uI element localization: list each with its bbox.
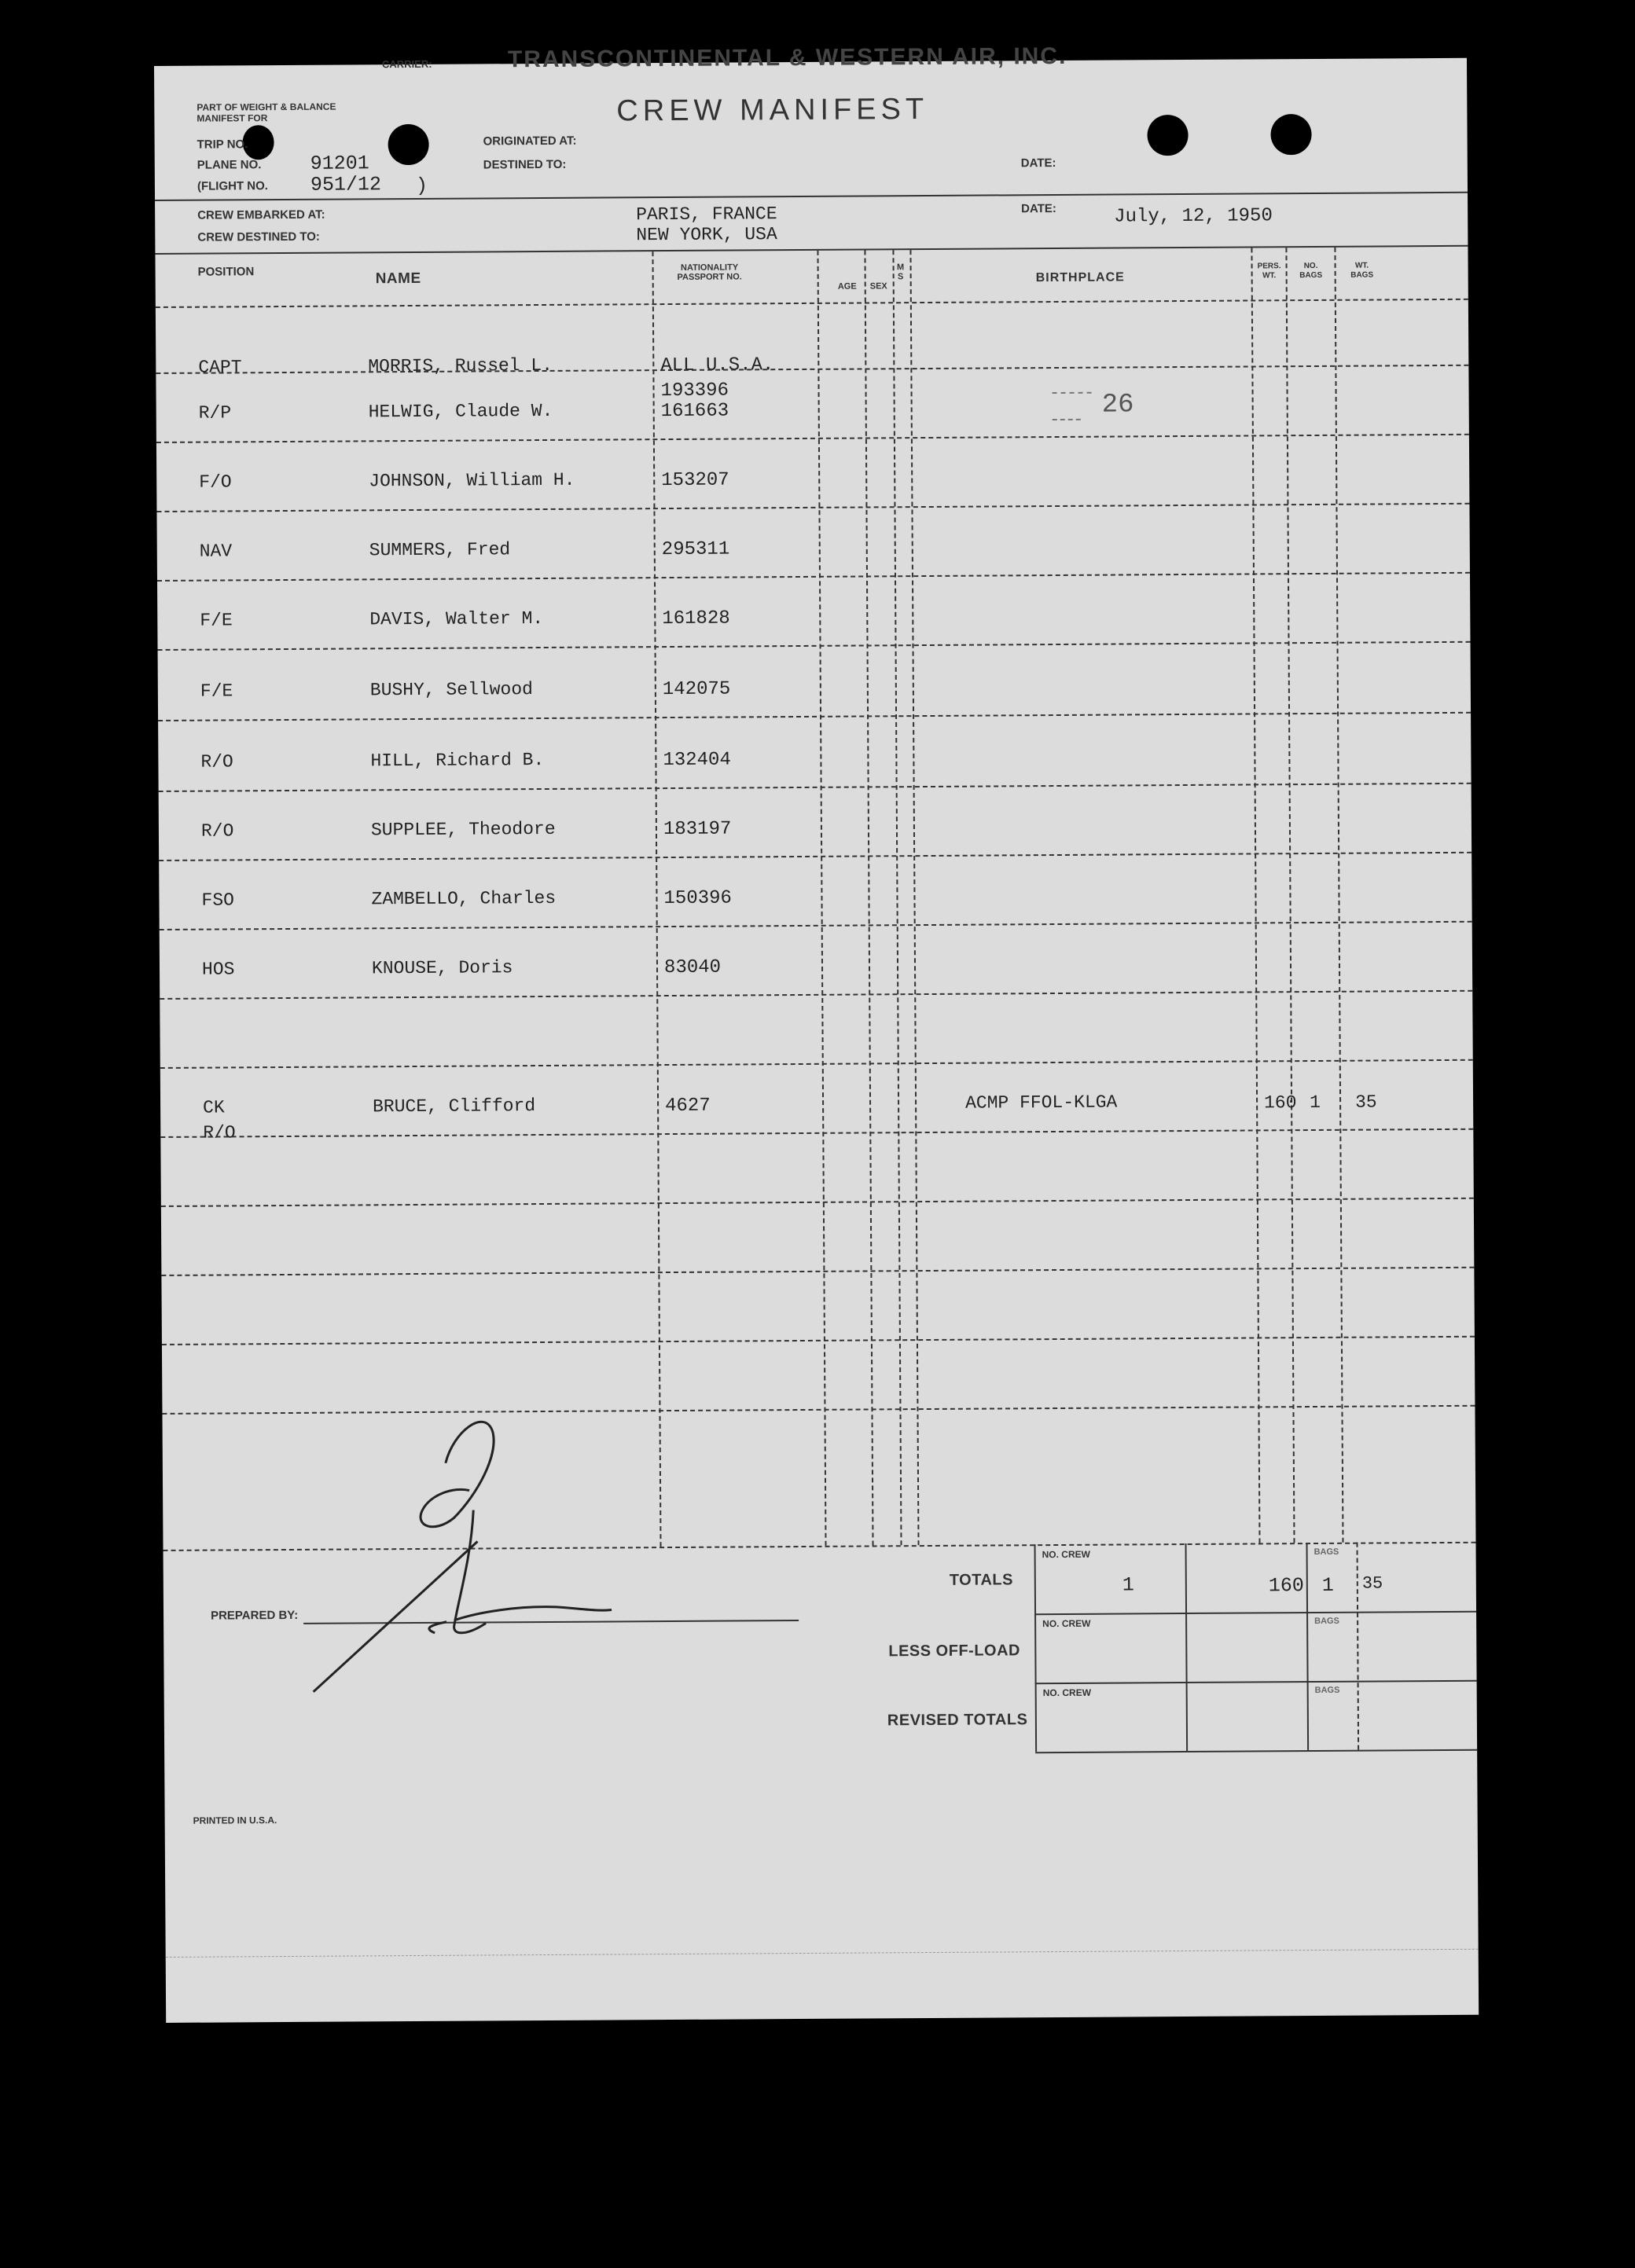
cell-passport: 183197 [663, 818, 732, 841]
no-crew-label: NO. CREW [1042, 1617, 1091, 1630]
originated-label: ORIGINATED AT: [483, 134, 577, 149]
punch-hole [388, 124, 428, 165]
annotation-number: 26 [1101, 390, 1134, 420]
crew-destined-label: CREW DESTINED TO: [197, 229, 320, 244]
cell-position: F/E [200, 681, 233, 702]
less-offload-label: LESS OFF-LOAD [888, 1642, 1021, 1661]
date2-label: DATE: [1021, 201, 1056, 216]
manifest-for-label: MANIFEST FOR [197, 112, 268, 124]
cell-position: R/O [200, 751, 233, 773]
col-nationality: NATIONALITY PASSPORT NO. [677, 262, 742, 282]
cell-position: F/O [199, 472, 232, 493]
cell-name: MORRIS, Russel L. [368, 354, 553, 377]
table-row [158, 714, 1472, 791]
cell-name: HILL, Richard B. [370, 749, 545, 772]
punch-hole [1147, 115, 1188, 156]
cell-passport: 153207 [661, 469, 729, 492]
table-row [160, 921, 1473, 998]
manifest-page [154, 42, 1479, 2023]
totals-no-crew: 1 [1122, 1573, 1134, 1597]
trip-no-label: TRIP NO. [197, 138, 248, 152]
embarked-value: PARIS, FRANCE [636, 204, 777, 226]
cell-position: HOS [201, 959, 235, 980]
table-row [160, 1059, 1474, 1143]
cell-no-bags: 1 [1310, 1092, 1321, 1114]
col-ms: M S [896, 262, 905, 282]
cell-birthplace: ACMP FFOL-KLGA [965, 1092, 1118, 1114]
table-row [161, 1198, 1475, 1275]
cell-position: R/P [198, 402, 232, 424]
cell-name: SUMMERS, Fred [369, 539, 511, 561]
cell-passport: ALL U.S.A. 193396 [660, 354, 774, 402]
cell-position: CK R/O [203, 1097, 236, 1143]
cell-passport: 150396 [663, 887, 732, 910]
signature [296, 1399, 627, 1700]
col-wt-bags: WT. BAGS [1350, 261, 1374, 280]
date-value: July, 12, 1950 [1114, 205, 1273, 228]
totals-label: TOTALS [949, 1571, 1014, 1589]
bags-label: BAGS [1314, 1616, 1339, 1627]
col-pers-wt: PERS. WT. [1257, 262, 1281, 281]
embarked-label: CREW EMBARKED AT: [197, 207, 325, 222]
revised-totals-label: REVISED TOTALS [887, 1711, 1028, 1730]
cell-name: BRUCE, Clifford [373, 1095, 536, 1117]
punch-hole [1270, 114, 1311, 155]
cell-name: HELWIG, Claude W. [368, 400, 553, 423]
cell-passport: 4627 [665, 1095, 711, 1117]
plane-no-value: 91201 [310, 152, 369, 175]
carrier-name: TRANSCONTINENTAL & WESTERN AIR, INC. [507, 42, 1067, 73]
carrier-label: CARRIER: [381, 57, 432, 71]
cell-wt-bags: 35 [1355, 1092, 1377, 1113]
cell-name: BUSHY, Sellwood [369, 679, 533, 701]
table-row [161, 1267, 1475, 1344]
cell-name: SUPPLEE, Theodore [370, 818, 556, 841]
cell-name: ZAMBELLO, Charles [371, 887, 557, 910]
col-birthplace: BIRTHPLACE [1035, 270, 1125, 285]
date-label: DATE: [1020, 156, 1056, 171]
crew-destined-value: NEW YORK, USA [636, 224, 777, 246]
col-name: NAME [375, 270, 421, 288]
flight-no-close: ) [415, 174, 428, 197]
cell-position: CAPT [198, 357, 242, 378]
table-row [160, 990, 1473, 1067]
table-row [159, 783, 1472, 860]
cell-passport: 142075 [662, 678, 731, 701]
cell-name: KNOUSE, Doris [371, 957, 513, 979]
printed-in-usa: PRINTED IN U.S.A. [193, 1815, 277, 1826]
col-no-bags: NO. BAGS [1299, 261, 1323, 281]
no-crew-label: NO. CREW [1042, 1548, 1090, 1561]
plane-no-label: PLANE NO. [197, 158, 262, 172]
bags-label: BAGS [1314, 1685, 1340, 1696]
part-of-label: PART OF WEIGHT & BALANCE [197, 101, 336, 113]
flight-no-value: 951/12 [310, 173, 382, 196]
cell-passport: 161828 [662, 607, 730, 630]
cell-passport: 161663 [660, 400, 729, 423]
totals-wt-bags: 35 [1361, 1573, 1383, 1594]
table-row [160, 1128, 1474, 1206]
cell-pers-wt: 160 [1264, 1092, 1297, 1114]
table-row [156, 365, 1469, 442]
cell-name: DAVIS, Walter M. [369, 607, 544, 630]
cell-passport: 132404 [663, 749, 731, 772]
cell-position: NAV [199, 541, 233, 562]
col-age: AGE [837, 281, 857, 292]
prepared-by-label: PREPARED BY: [210, 1608, 299, 1623]
table-row [156, 299, 1469, 402]
cell-position: FSO [201, 890, 234, 911]
flight-no-label: (FLIGHT NO. [197, 179, 268, 193]
cell-position: F/E [200, 610, 233, 631]
col-sex: SEX [869, 281, 887, 292]
col-position: POSITION [197, 265, 255, 279]
no-crew-label: NO. CREW [1042, 1686, 1092, 1699]
table-row [156, 503, 1470, 580]
destined-label: DESTINED TO: [483, 157, 567, 172]
cell-position: R/O [200, 820, 234, 842]
bags-label: BAGS [1314, 1547, 1339, 1558]
totals-pers-wt: 160 [1268, 1574, 1304, 1598]
cell-passport: 295311 [661, 538, 730, 561]
totals-no-bags: 1 [1321, 1573, 1334, 1597]
table-row [157, 572, 1471, 649]
cell-passport: 83040 [663, 956, 722, 979]
page-title: CREW MANIFEST [616, 92, 929, 128]
table-row [159, 852, 1472, 929]
table-row [156, 434, 1470, 511]
table-row [158, 643, 1472, 720]
cell-name: JOHNSON, William H. [369, 469, 575, 492]
